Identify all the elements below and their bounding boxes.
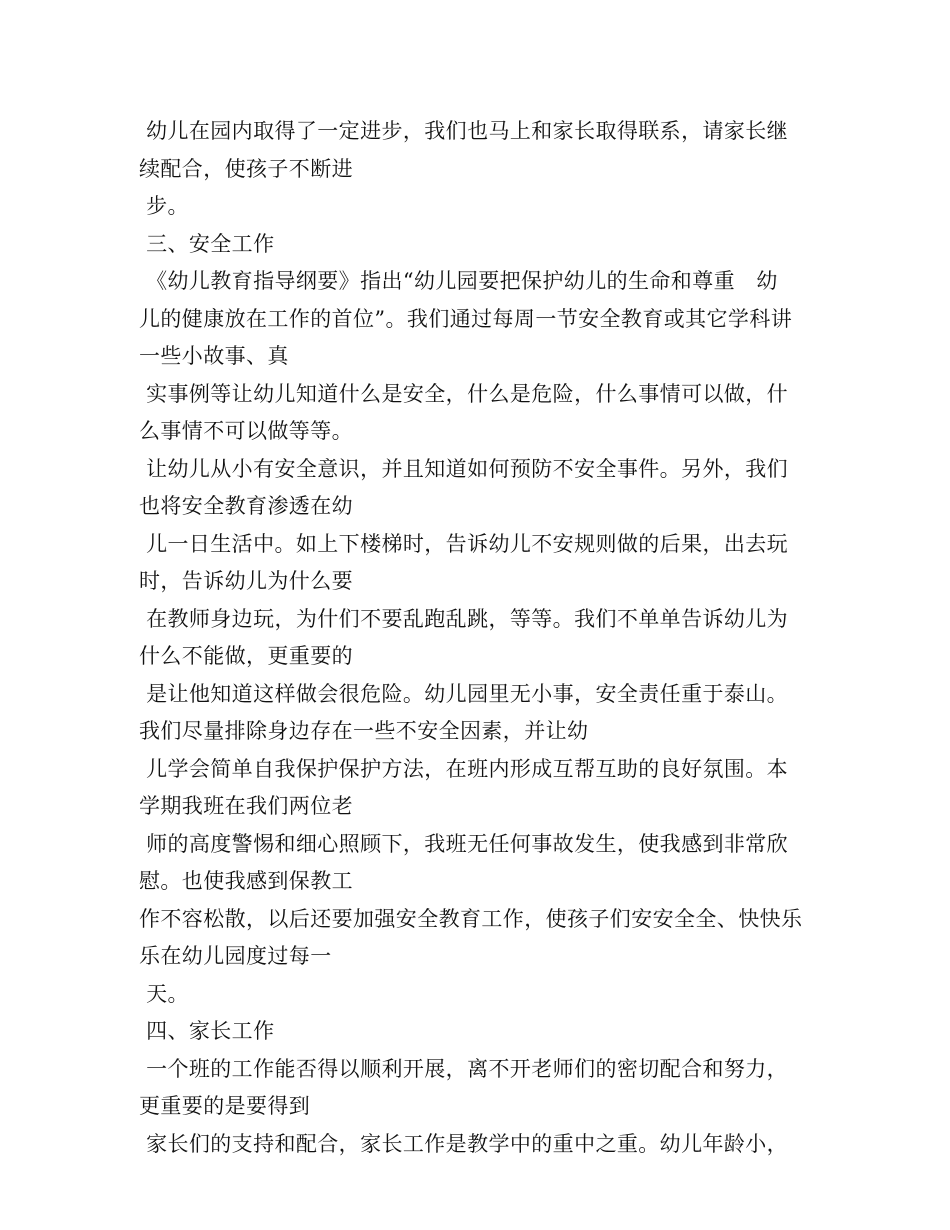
body-text <box>139 113 829 1163</box>
text-line: 在教师身边玩，为什们不要乱跑乱跳，等等。我们不单单告诉幼儿为 <box>139 606 789 631</box>
text-line: 天。 <box>139 981 189 1006</box>
text-line: 更重要的是要得到 <box>139 1094 311 1118</box>
text-line: 师的高度警惕和细心照顾下，我班无任何事故发生，使我感到非常欣 <box>139 831 789 856</box>
text-line: 慰。也使我感到保教工 <box>139 869 353 893</box>
text-line: 我们尽量排除身边存在一些不安全因素，并让幼 <box>139 719 589 743</box>
text-line: 续配合，使孩子不断进 <box>139 156 353 181</box>
text-line: 学期我班在我们两位老 <box>139 794 353 818</box>
text-line: 作不容松散，以后还要加强安全教育工作，使孩子们安安全全、快快乐 <box>139 906 803 931</box>
text-line: 儿学会简单自我保护保护方法，在班内形成互帮互助的良好氛围。本 <box>139 756 789 781</box>
section-heading-parents: 四、家长工作 <box>139 1019 275 1043</box>
text-line: 是让他知道这样做会很危险。幼儿园里无小事，安全责任重于泰山。 <box>139 681 789 706</box>
text-line: 也将安全教育渗透在幼 <box>139 494 353 518</box>
text-line: 步。 <box>139 194 189 218</box>
text-line: 什么不能做，更重要的 <box>139 644 353 668</box>
text-line: 《幼儿教育指导纲要》指出“幼儿园要把保护幼儿的生命和尊重 幼 <box>139 269 778 293</box>
text-line: 让幼儿从小有安全意识，并且知道如何预防不安全事件。另外，我们 <box>139 456 789 481</box>
text-line: 么事情不可以做等等。 <box>139 419 353 443</box>
text-line: 乐在幼儿园度过每一 <box>139 944 332 968</box>
section-heading-safety: 三、安全工作 <box>139 231 275 256</box>
text-line: 实事例等让幼儿知道什么是安全，什么是危险，什么事情可以做，什 <box>139 381 789 406</box>
text-line: 时，告诉幼儿为什么要 <box>139 569 353 593</box>
text-line: 一个班的工作能否得以顺利开展，离不开老师们的密切配合和努力， <box>139 1056 789 1081</box>
text-line: 家长们的支持和配合，家长工作是教学中的重中之重。幼儿年龄小， <box>139 1131 789 1156</box>
text-line: 幼儿在园内取得了一定进步，我们也马上和家长取得联系，请家长继 <box>139 119 789 143</box>
text-line: 一些小故事、真 <box>139 344 289 368</box>
text-line: 儿的健康放在工作的首位”。我们通过每周一节安全教育或其它学科讲 <box>139 306 793 331</box>
text-line: 儿一日生活中。如上下楼梯时，告诉幼儿不安规则做的后果，出去玩 <box>139 531 789 556</box>
